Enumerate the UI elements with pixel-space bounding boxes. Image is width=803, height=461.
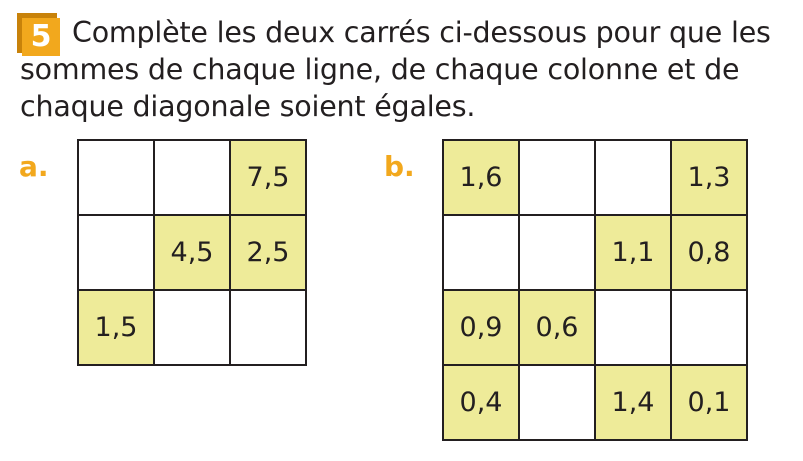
- square-b-cell: 0,4: [443, 365, 519, 440]
- square-b-cell: 0,8: [671, 215, 747, 290]
- square-b-cell[interactable]: [519, 140, 595, 215]
- square-b-cell[interactable]: [519, 365, 595, 440]
- square-a-cell: 2,5: [230, 215, 306, 290]
- square-a-cell: 1,5: [78, 290, 154, 365]
- square-b-cell: 0,9: [443, 290, 519, 365]
- exercise-number: 5: [22, 18, 60, 56]
- square-a-label: a.: [19, 150, 49, 183]
- instruction-text: Complète les deux carrés ci-dessous pour que les sommes de chaque ligne, de chaque colonne et de chaque diagonale soient égales.: [20, 16, 771, 123]
- square-b-cell: 1,1: [595, 215, 671, 290]
- exercise-instruction: [20, 14, 795, 125]
- square-a-cell: 4,5: [154, 215, 230, 290]
- square-a-cell[interactable]: [154, 290, 230, 365]
- square-b-row: [443, 140, 747, 215]
- square-b-cell[interactable]: [519, 215, 595, 290]
- square-b-cell: 1,3: [671, 140, 747, 215]
- square-b-cell: 0,1: [671, 365, 747, 440]
- square-b-label: b.: [384, 150, 415, 183]
- square-a-cell[interactable]: [78, 215, 154, 290]
- magic-square-a: [77, 139, 307, 366]
- square-b-row: [443, 215, 747, 290]
- square-a-row: [78, 215, 306, 290]
- square-b-cell[interactable]: [671, 290, 747, 365]
- square-a-cell: 7,5: [230, 140, 306, 215]
- square-a-cell[interactable]: [154, 140, 230, 215]
- square-a-cell[interactable]: [78, 140, 154, 215]
- square-a-row: [78, 140, 306, 215]
- square-b-cell[interactable]: [595, 140, 671, 215]
- square-b-cell[interactable]: [595, 290, 671, 365]
- square-b-cell[interactable]: [443, 215, 519, 290]
- square-b-cell: 1,6: [443, 140, 519, 215]
- square-a-cell[interactable]: [230, 290, 306, 365]
- square-b-row: [443, 365, 747, 440]
- square-b-cell: 0,6: [519, 290, 595, 365]
- square-b-cell: 1,4: [595, 365, 671, 440]
- square-b-row: [443, 290, 747, 365]
- magic-square-b: [442, 139, 748, 441]
- square-a-row: [78, 290, 306, 365]
